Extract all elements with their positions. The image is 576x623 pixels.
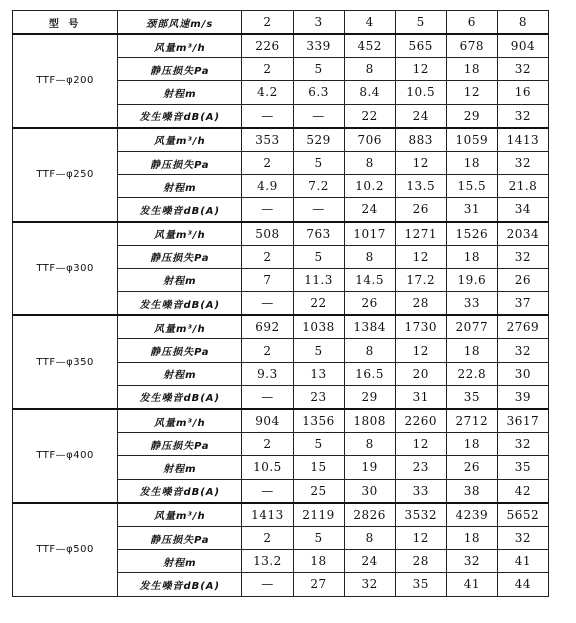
table-cell: 27 bbox=[293, 573, 344, 596]
table-cell: 18 bbox=[446, 339, 497, 362]
parameter-label: 射程m bbox=[118, 268, 242, 291]
table-cell: 226 bbox=[242, 34, 293, 58]
table-cell: 12 bbox=[395, 151, 446, 174]
table-cell: 4239 bbox=[446, 503, 497, 527]
table-cell: 2119 bbox=[293, 503, 344, 527]
parameter-label: 发生噪音dB(A) bbox=[118, 198, 242, 222]
table-cell: 35 bbox=[497, 456, 548, 479]
table-cell: 15 bbox=[293, 456, 344, 479]
table-cell: 1526 bbox=[446, 222, 497, 246]
table-cell: 19 bbox=[344, 456, 395, 479]
table-cell: — bbox=[242, 385, 293, 409]
table-cell: 678 bbox=[446, 34, 497, 58]
table-cell: 2 bbox=[242, 433, 293, 456]
table-cell: 32 bbox=[497, 58, 548, 81]
table-cell: 12 bbox=[395, 526, 446, 549]
parameter-label: 发生噪音dB(A) bbox=[118, 292, 242, 316]
table-cell: 6.3 bbox=[293, 81, 344, 104]
table-cell: 17.2 bbox=[395, 268, 446, 291]
table-cell: 2712 bbox=[446, 409, 497, 433]
table-cell: — bbox=[293, 104, 344, 128]
table-cell: 12 bbox=[446, 81, 497, 104]
table-cell: 41 bbox=[446, 573, 497, 596]
table-cell: 353 bbox=[242, 128, 293, 152]
model-name: TTF—φ500 bbox=[13, 503, 118, 596]
table-cell: 1730 bbox=[395, 315, 446, 339]
table-cell: 1038 bbox=[293, 315, 344, 339]
table-cell: 18 bbox=[446, 433, 497, 456]
parameter-label: 风量m³/h bbox=[118, 315, 242, 339]
table-cell: 5 bbox=[293, 245, 344, 268]
table-row bbox=[13, 128, 549, 152]
table-cell: 1356 bbox=[293, 409, 344, 433]
table-cell: 706 bbox=[344, 128, 395, 152]
model-name: TTF—φ250 bbox=[13, 128, 118, 222]
table-cell: 7 bbox=[242, 268, 293, 291]
table-cell: 34 bbox=[497, 198, 548, 222]
table-cell: 28 bbox=[395, 292, 446, 316]
table-cell: 24 bbox=[344, 198, 395, 222]
table-cell: 18 bbox=[446, 58, 497, 81]
speed-value: 5 bbox=[395, 11, 446, 35]
table-cell: 32 bbox=[497, 245, 548, 268]
speed-header: 颈部风速m/s bbox=[118, 11, 242, 35]
table-cell: 32 bbox=[497, 339, 548, 362]
model-group bbox=[13, 128, 549, 222]
table-cell: 12 bbox=[395, 433, 446, 456]
table-cell: 12 bbox=[395, 339, 446, 362]
table-cell: 763 bbox=[293, 222, 344, 246]
table-cell: 4.2 bbox=[242, 81, 293, 104]
table-cell: 35 bbox=[446, 385, 497, 409]
table-cell: 33 bbox=[446, 292, 497, 316]
model-group bbox=[13, 409, 549, 503]
table-cell: 23 bbox=[395, 456, 446, 479]
table-cell: 13 bbox=[293, 362, 344, 385]
table-cell: 1384 bbox=[344, 315, 395, 339]
parameter-label: 风量m³/h bbox=[118, 128, 242, 152]
table-cell: 4.9 bbox=[242, 175, 293, 198]
table-cell: 8 bbox=[344, 526, 395, 549]
table-cell: 24 bbox=[344, 550, 395, 573]
table-cell: 1059 bbox=[446, 128, 497, 152]
table-cell: 44 bbox=[497, 573, 548, 596]
table-cell: 13.5 bbox=[395, 175, 446, 198]
table-cell: 32 bbox=[497, 433, 548, 456]
table-cell: 22.8 bbox=[446, 362, 497, 385]
table-cell: 8 bbox=[344, 433, 395, 456]
parameter-label: 射程m bbox=[118, 81, 242, 104]
model-group bbox=[13, 315, 549, 409]
parameter-label: 静压损失Pa bbox=[118, 339, 242, 362]
table-cell: 30 bbox=[497, 362, 548, 385]
table-cell: 32 bbox=[446, 550, 497, 573]
table-cell: 10.5 bbox=[395, 81, 446, 104]
table-cell: 2 bbox=[242, 245, 293, 268]
table-cell: 904 bbox=[497, 34, 548, 58]
table-cell: 883 bbox=[395, 128, 446, 152]
table-cell: 2 bbox=[242, 339, 293, 362]
model-group bbox=[13, 222, 549, 316]
parameter-label: 发生噪音dB(A) bbox=[118, 104, 242, 128]
table-cell: 28 bbox=[395, 550, 446, 573]
table-cell: 29 bbox=[446, 104, 497, 128]
table-cell: 5 bbox=[293, 151, 344, 174]
table-cell: 32 bbox=[497, 526, 548, 549]
parameter-label: 发生噪音dB(A) bbox=[118, 573, 242, 596]
header-row bbox=[13, 11, 549, 35]
table-cell: 529 bbox=[293, 128, 344, 152]
table-cell: 25 bbox=[293, 479, 344, 503]
parameter-label: 静压损失Pa bbox=[118, 433, 242, 456]
speed-value: 6 bbox=[446, 11, 497, 35]
table-cell: 5 bbox=[293, 58, 344, 81]
parameter-label: 发生噪音dB(A) bbox=[118, 385, 242, 409]
table-cell: 41 bbox=[497, 550, 548, 573]
table-row bbox=[13, 409, 549, 433]
table-cell: 565 bbox=[395, 34, 446, 58]
table-cell: 8 bbox=[344, 339, 395, 362]
table-cell: 31 bbox=[395, 385, 446, 409]
table-cell: 18 bbox=[446, 245, 497, 268]
table-cell: 1017 bbox=[344, 222, 395, 246]
diffuser-performance-table bbox=[12, 10, 549, 597]
model-header: 型 号 bbox=[13, 11, 118, 35]
table-cell: 23 bbox=[293, 385, 344, 409]
table-cell: 339 bbox=[293, 34, 344, 58]
model-name: TTF—φ300 bbox=[13, 222, 118, 316]
table-cell: 3617 bbox=[497, 409, 548, 433]
table-cell: 39 bbox=[497, 385, 548, 409]
speed-value: 2 bbox=[242, 11, 293, 35]
parameter-label: 风量m³/h bbox=[118, 409, 242, 433]
table-cell: 5 bbox=[293, 339, 344, 362]
model-name: TTF—φ400 bbox=[13, 409, 118, 503]
table-cell: 9.3 bbox=[242, 362, 293, 385]
table-cell: 18 bbox=[293, 550, 344, 573]
table-cell: 8 bbox=[344, 151, 395, 174]
table-cell: 11.3 bbox=[293, 268, 344, 291]
table-row bbox=[13, 34, 549, 58]
speed-value: 3 bbox=[293, 11, 344, 35]
table-cell: 32 bbox=[497, 104, 548, 128]
table-cell: 5652 bbox=[497, 503, 548, 527]
parameter-label: 风量m³/h bbox=[118, 222, 242, 246]
table-cell: 22 bbox=[293, 292, 344, 316]
table-cell: — bbox=[242, 573, 293, 596]
table-cell: 5 bbox=[293, 526, 344, 549]
table-cell: 26 bbox=[395, 198, 446, 222]
table-cell: 2 bbox=[242, 58, 293, 81]
table-cell: 1271 bbox=[395, 222, 446, 246]
table-cell: 31 bbox=[446, 198, 497, 222]
table-cell: 12 bbox=[395, 245, 446, 268]
table-cell: 8.4 bbox=[344, 81, 395, 104]
table-row bbox=[13, 315, 549, 339]
table-cell: 692 bbox=[242, 315, 293, 339]
table-cell: 37 bbox=[497, 292, 548, 316]
parameter-label: 射程m bbox=[118, 362, 242, 385]
table-cell: 8 bbox=[344, 58, 395, 81]
table-cell: 33 bbox=[395, 479, 446, 503]
table-cell: 1413 bbox=[497, 128, 548, 152]
table-cell: 1808 bbox=[344, 409, 395, 433]
table-cell: 10.2 bbox=[344, 175, 395, 198]
table-cell: 18 bbox=[446, 151, 497, 174]
table-cell: 42 bbox=[497, 479, 548, 503]
table-cell: 452 bbox=[344, 34, 395, 58]
parameter-label: 风量m³/h bbox=[118, 34, 242, 58]
table-cell: 14.5 bbox=[344, 268, 395, 291]
table-cell: 2034 bbox=[497, 222, 548, 246]
table-cell: 24 bbox=[395, 104, 446, 128]
parameter-label: 射程m bbox=[118, 456, 242, 479]
model-group bbox=[13, 34, 549, 128]
table-cell: 15.5 bbox=[446, 175, 497, 198]
table-row bbox=[13, 503, 549, 527]
table-cell: 20 bbox=[395, 362, 446, 385]
parameter-label: 静压损失Pa bbox=[118, 245, 242, 268]
table-cell: 26 bbox=[497, 268, 548, 291]
table-cell: — bbox=[242, 104, 293, 128]
table-cell: 35 bbox=[395, 573, 446, 596]
table-cell: 3532 bbox=[395, 503, 446, 527]
table-cell: 10.5 bbox=[242, 456, 293, 479]
parameter-label: 发生噪音dB(A) bbox=[118, 479, 242, 503]
model-name: TTF—φ350 bbox=[13, 315, 118, 409]
table-cell: 21.8 bbox=[497, 175, 548, 198]
table-cell: 16 bbox=[497, 81, 548, 104]
table-row bbox=[13, 222, 549, 246]
table-cell: 30 bbox=[344, 479, 395, 503]
speed-value: 4 bbox=[344, 11, 395, 35]
table-cell: 2077 bbox=[446, 315, 497, 339]
model-name: TTF—φ200 bbox=[13, 34, 118, 128]
parameter-label: 静压损失Pa bbox=[118, 151, 242, 174]
parameter-label: 射程m bbox=[118, 550, 242, 573]
table-cell: 16.5 bbox=[344, 362, 395, 385]
table-cell: 18 bbox=[446, 526, 497, 549]
table-cell: 12 bbox=[395, 58, 446, 81]
table-cell: — bbox=[242, 479, 293, 503]
table-cell: 2826 bbox=[344, 503, 395, 527]
parameter-label: 静压损失Pa bbox=[118, 526, 242, 549]
table-cell: 1413 bbox=[242, 503, 293, 527]
table-cell: 2 bbox=[242, 151, 293, 174]
table-cell: 904 bbox=[242, 409, 293, 433]
table-cell: 26 bbox=[446, 456, 497, 479]
model-group bbox=[13, 503, 549, 596]
parameter-label: 风量m³/h bbox=[118, 503, 242, 527]
table-cell: 8 bbox=[344, 245, 395, 268]
speed-value: 8 bbox=[497, 11, 548, 35]
parameter-label: 射程m bbox=[118, 175, 242, 198]
table-cell: 2260 bbox=[395, 409, 446, 433]
table-cell: — bbox=[242, 292, 293, 316]
table-cell: 32 bbox=[497, 151, 548, 174]
table-cell: 38 bbox=[446, 479, 497, 503]
parameter-label: 静压损失Pa bbox=[118, 58, 242, 81]
table-cell: 19.6 bbox=[446, 268, 497, 291]
table-cell: 29 bbox=[344, 385, 395, 409]
table-cell: 508 bbox=[242, 222, 293, 246]
table-cell: 2769 bbox=[497, 315, 548, 339]
table-cell: 22 bbox=[344, 104, 395, 128]
table-cell: — bbox=[242, 198, 293, 222]
table-cell: 13.2 bbox=[242, 550, 293, 573]
table-cell: 5 bbox=[293, 433, 344, 456]
table-cell: — bbox=[293, 198, 344, 222]
table-cell: 26 bbox=[344, 292, 395, 316]
table-cell: 7.2 bbox=[293, 175, 344, 198]
table-cell: 32 bbox=[344, 573, 395, 596]
table-cell: 2 bbox=[242, 526, 293, 549]
